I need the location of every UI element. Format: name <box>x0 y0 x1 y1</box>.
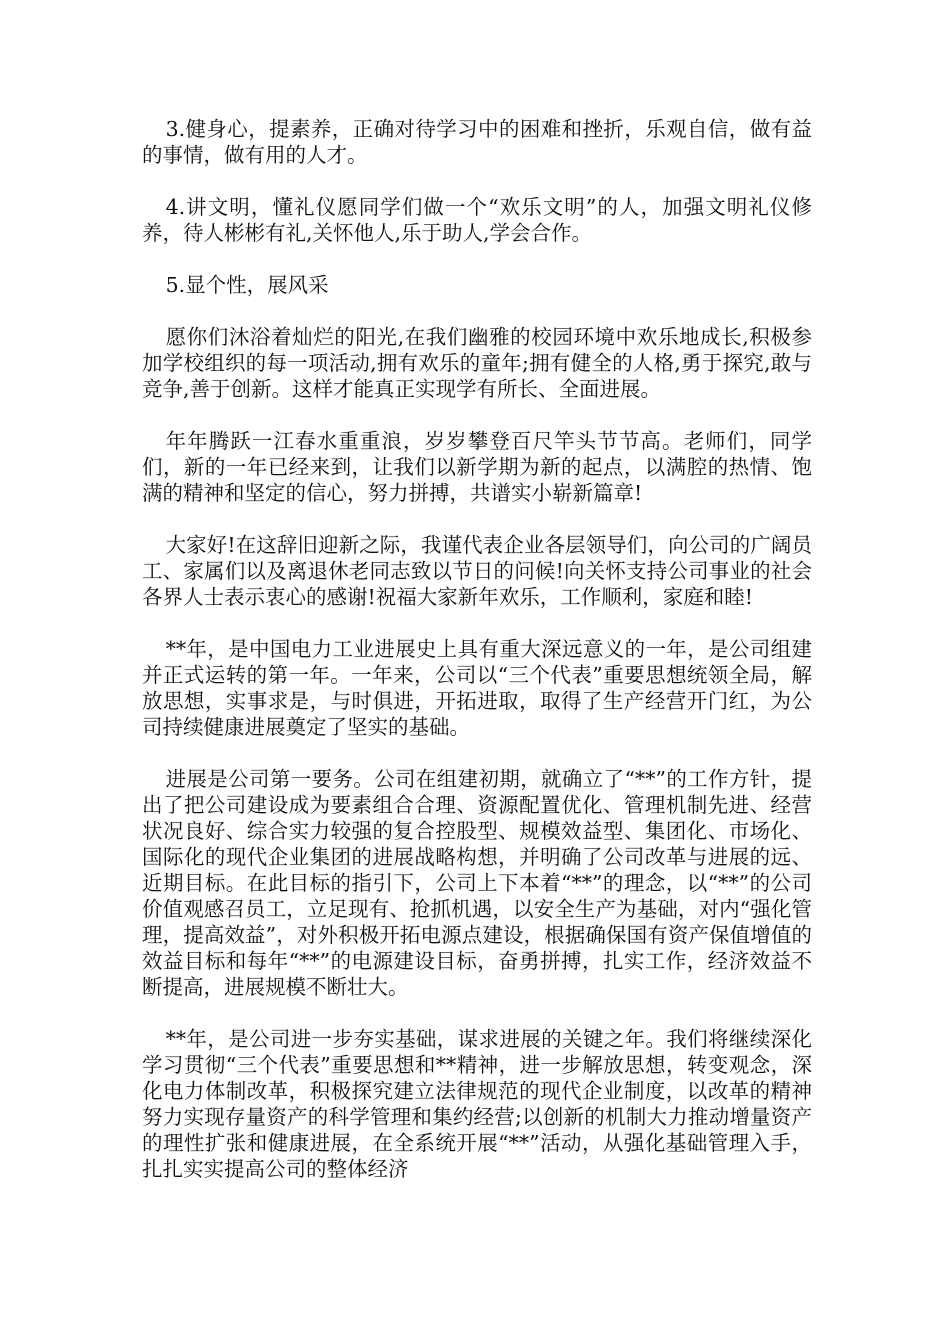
paragraph-2: 4.讲文明，懂礼仪愿同学们做一个“欢乐文明”的人，加强文明礼仪修养，待人彬彬有礼,关怀他人,乐于助人,学会合作。 <box>142 195 812 245</box>
paragraph-7: **年，是中国电力工业进展史上具有重大深远意义的一年，是公司组建并正式运转的第一年。一年来，公司以“三个代表”重要思想统领全局，解放思想，实事求是，与时俱进，开拓进取，取得了生产经营开门红，为公司持续健康进展奠定了坚实的基础。 <box>142 637 812 739</box>
document-body <box>142 116 812 1208</box>
paragraph-9: **年，是公司进一步夯实基础，谋求进展的关键之年。我们将继续深化学习贯彻“三个代表”重要思想和**精神，进一步解放思想，转变观念，深化电力体制改革，积极探究建立法律规范的现代企业制度，以改革的精神努力实现存量资产的科学管理和集约经营;以创新的机制大力推动增量资产的理性扩张和健康进展，在全系统开展“**”活动，从强化基础管理入手，扎扎实实提高公司的整体经济 <box>142 1027 812 1181</box>
paragraph-5: 年年腾跃一江春水重重浪，岁岁攀登百尺竿头节节高。老师们，同学们，新的一年已经来到，让我们以新学期为新的起点，以满腔的热情、饱满的精神和坚定的信心，努力拼搏，共谱实小崭新篇章! <box>142 429 812 505</box>
paragraph-8: 进展是公司第一要务。公司在组建初期，就确立了“**”的工作方针，提出了把公司建设成为要素组合合理、资源配置优化、管理机制先进、经营状况良好、综合实力较强的复合控股型、规模效益型、集团化、市场化、国际化的现代企业集团的进展战略构想，并明确了公司改革与进展的远、近期目标。在此目标的指引下，公司上下本着“**”的理念，以“**”的公司价值观感召员工，立足现有、抢抓机遇，以安全生产为基础，对内“强化管理，提高效益”，对外积极开拓电源点建设，根据确保国有资产保值增值的效益目标和每年“**”的电源建设目标，奋勇拼搏，扎实工作，经济效益不断提高，进展规模不断壮大。 <box>142 767 812 999</box>
paragraph-1: 3.健身心，提素养，正确对待学习中的困难和挫折，乐观自信，做有益的事情，做有用的人才。 <box>142 117 812 167</box>
paragraph-4: 愿你们沐浴着灿烂的阳光,在我们幽雅的校园环境中欢乐地成长,积极参加学校组织的每一项活动,拥有欢乐的童年;拥有健全的人格,勇于探究,敢与竞争,善于创新。这样才能真正实现学有所长、全面进展。 <box>142 325 812 401</box>
paragraph-6: 大家好!在这辞旧迎新之际，我谨代表企业各层领导们，向公司的广阔员工、家属们以及离退休老同志致以节日的问候!向关怀支持公司事业的社会各界人士表示衷心的感谢!祝福大家新年欢乐，工作顺利，家庭和睦! <box>142 533 812 609</box>
paragraph-3: 5.显个性，展风采 <box>165 273 329 297</box>
